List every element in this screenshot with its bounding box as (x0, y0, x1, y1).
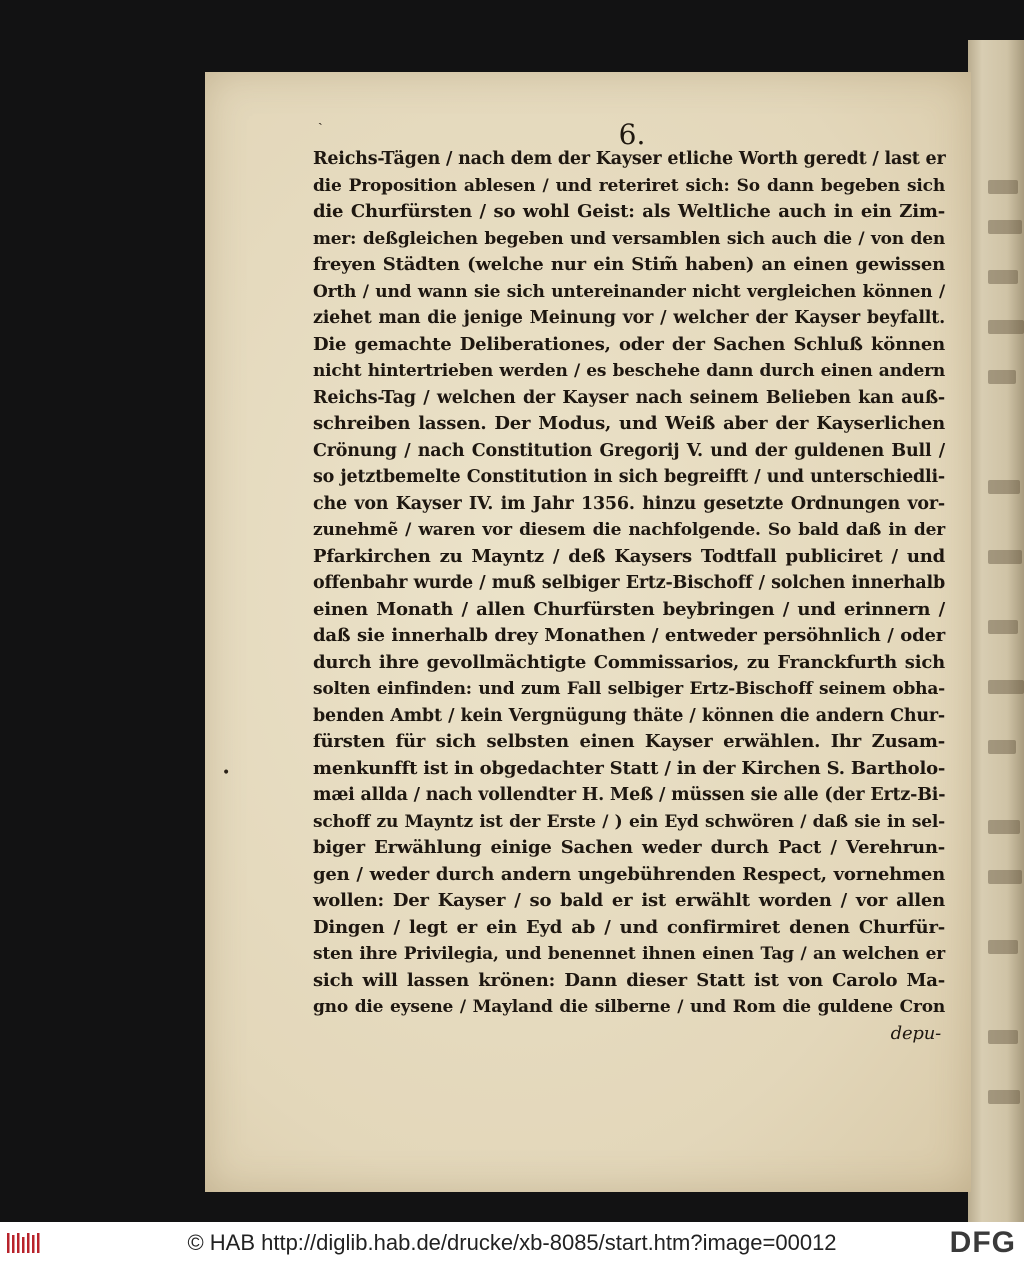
text-line: schreiben lassen. Der Modus, und Weiß aber der Kayserlichen (313, 413, 945, 434)
paper-speck: ˎ (318, 110, 323, 126)
text-line: durch ihre gevollmächtigte Commissarios, zu Franckfurth sich (313, 651, 945, 673)
copyright-link[interactable]: © HAB http://diglib.hab.de/drucke/xb-8085/start.htm?image=00012 (187, 1230, 837, 1255)
body-text (313, 146, 945, 1047)
text-line: gno die eysene / Mayland die silberne / und Rom die guldene Cron (313, 997, 945, 1017)
text-line: Pfarkirchen zu Mayntz / deß Kaysers Todtfall publiciret / und (313, 545, 945, 567)
text-line: Crönung / nach Constitution Gregorij V. und der guldenen Bull / (313, 440, 945, 461)
dfg-logo: DFG (949, 1226, 1016, 1259)
text-line: mæi allda / nach vollendter H. Meß / müssen sie alle (der Ertz-Bi- (313, 785, 946, 805)
text-line: Orth / und wann sie sich untereinander nicht vergleichen können / (313, 281, 945, 302)
text-line: biger Erwählung einige Sachen weder durch Pact / Verehrun- (313, 837, 945, 858)
text-line: wollen: Der Kayser / so bald er ist erwählt worden / vor allen (313, 890, 945, 911)
text-line: so jetztbemelte Constitution in sich begreifft / und unterschiedli- (313, 467, 945, 487)
text-line: zunehmẽ / waren vor diesem die nachfolgende. So bald daß in der (313, 520, 945, 540)
text-line: Die gemachte Deliberationes, oder der Sachen Schluß können (313, 333, 945, 355)
text-line: offenbahr wurde / muß selbiger Ertz-Bischoff / solchen innerhalb (313, 573, 945, 593)
text-line: daß sie innerhalb drey Monathen / entweder persöhnlich / oder (313, 625, 945, 646)
paper-speck: • (222, 765, 231, 781)
page-number: 6. (618, 118, 646, 151)
text-line: freyen Städten (welche nur ein Stim̃ haben) an einen gewissen (313, 254, 945, 275)
text-line: Reichs-Tägen / nach dem der Kayser etliche Worth geredt / last er (313, 149, 946, 169)
text-line: benden Ambt / kein Vergnügung thäte / können die andern Chur- (313, 705, 945, 726)
text-line: nicht hintertrieben werden / es beschehe dann durch einen andern (313, 361, 945, 381)
footer-bar (0, 1222, 1024, 1263)
text-line: fürsten für sich selbsten einen Kayser erwählen. Ihr Zusam- (313, 731, 945, 752)
text-line: solten einfinden: und zum Fall selbiger Ertz-Bischoff seinem obha- (313, 679, 945, 699)
text-line: die Churfürsten / so wohl Geist: als Weltliche auch in ein Zim- (313, 201, 945, 222)
text-line: einen Monath / allen Churfürsten beybringen / und erinnern / (313, 598, 945, 620)
text-line: schoff zu Mayntz ist der Erste / ) ein Eyd schwören / daß sie in sel- (313, 811, 945, 832)
text-line: sten ihre Privilegia, und benennet ihnen einen Tag / an welchen er (313, 944, 945, 964)
text-line: Reichs-Tag / welchen der Kayser nach seinem Belieben kan auß- (313, 387, 945, 408)
text-line: mer: deßgleichen begeben und versamblen sich auch die / von den (313, 228, 945, 249)
text-line: ziehet man die jenige Meinung vor / welcher der Kayser beyfallt. (313, 308, 945, 328)
text-line: Dingen / legt er ein Eyd ab / und confirmiret denen Churfür- (313, 916, 945, 938)
text-line: die Proposition ablesen / und reteriret sich: So dann begeben sich (313, 175, 945, 196)
text-line: gen / weder durch andern ungebührenden Respect, vornehmen (313, 863, 945, 885)
catchword: depu- (890, 1022, 941, 1044)
adjacent-page-edge (968, 40, 1024, 1222)
text-line: sich will lassen krönen: Dann dieser Statt ist von Carolo Ma- (313, 969, 945, 991)
text-line: che von Kayser IV. im Jahr 1356. hinzu gesetzte Ordnungen vor- (313, 493, 945, 514)
text-line: menkunfft ist in obgedachter Statt / in der Kirchen S. Bartholo- (313, 757, 946, 779)
